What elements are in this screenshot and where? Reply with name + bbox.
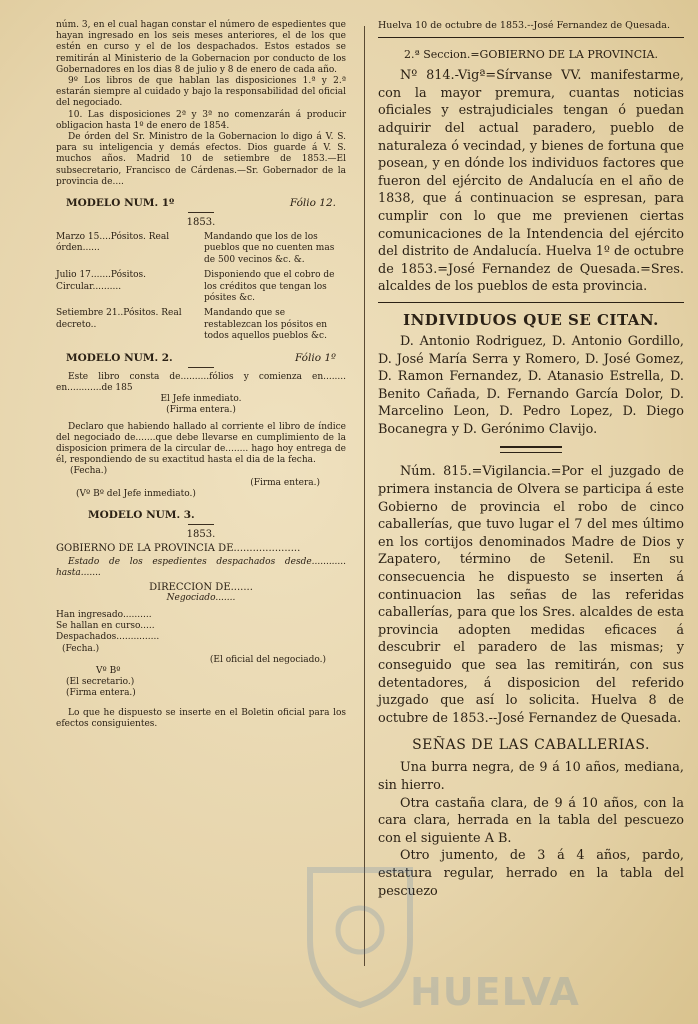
senas-item: Una burra negra, de 9 á 10 años, mediana, sin hierro. bbox=[378, 760, 684, 793]
senas-list bbox=[378, 759, 684, 900]
modelo2-declaro: Declaro que habiendo hallado al corriente el libro de índice del negociado de.......que debe llevarse en cumplimiento de la disposicion primera de la circular de........ hago hoy entrega de él, respondiendo de su exactitud hasta el dia de la fecha. bbox=[56, 421, 346, 466]
divider bbox=[378, 302, 684, 303]
modelo3-oficial: (El oficial del negociado.) bbox=[209, 654, 326, 665]
divider bbox=[188, 367, 214, 368]
intro-paragraph: 9º Los libros de que hablan las disposiciones 1.ª y 2.ª estarán siempre al cuidado y bajo la responsabilidad del oficial del negociado. bbox=[56, 76, 346, 109]
modelo3-secretario: (El secretario.) bbox=[66, 677, 135, 688]
modelo2-title: MODELO NUM. 2. bbox=[66, 351, 173, 364]
modelo1-year: 1853. bbox=[186, 217, 216, 229]
intro-paragraph: núm. 3, en el cual hagan constar el número de espedientes que hayan ingresado en los seis meses anteriores, el de los que estén en curso y el de los despachados. Estos estados se remitirán al Ministerio de la Gobernacion por conducto de los Gobernadores en los dias 8 de julio y 8 de enero de cada año. bbox=[56, 20, 346, 75]
modelo2-firma2: (Firma entera.) bbox=[250, 477, 320, 488]
watermark-text: HUELVA bbox=[410, 970, 580, 1014]
modelo3-line: Han ingresado.......... bbox=[56, 609, 152, 620]
individuos-text: D. Antonio Rodriguez, D. Antonio Gordillo, D. José María Serra y Romero, D. José Gomez, D. Ramon Fernandez, D. Atanasio Estrella, D. Benito Cañada, D. Fernando García Dolor, D. Marcelino Leon, D. Pedro Lopez, D. Diego Bocanegra y D. Gerónimo Clavijo. bbox=[378, 333, 684, 437]
divider bbox=[500, 446, 562, 453]
modelo3-line: Se hallan en curso..... bbox=[56, 621, 155, 632]
intro-paragraph: De órden del Sr. Ministro de la Gobernacion lo digo á V. S. para su inteligencia y demás efectos. Dios guarde á V. S. muchos años. Madrid 10 de setiembre de 1853.—El subsecretario, Francisco de Cárdenas.—Sr. Gobernador de la provincia de.... bbox=[56, 132, 346, 187]
modelo2-line: Este libro consta de..........fólios y comienza en........ en............de 185 bbox=[56, 371, 346, 393]
modelo2-jefe: El Jefe inmediato. bbox=[160, 394, 242, 405]
divider bbox=[188, 212, 214, 213]
modelo2-fecha: (Fecha.) bbox=[70, 466, 108, 477]
individuos-heading: INDIVIDUOS QUE SE CITAN. bbox=[403, 310, 659, 329]
senas-heading: SEÑAS DE LAS CABALLERIAS. bbox=[412, 737, 650, 754]
divider bbox=[378, 37, 684, 38]
senas-item: Otra castaña clara, de 9 á 10 años, con la cara clara, herrada en la tabla del pescuezo con el siguiente A B. bbox=[378, 795, 684, 846]
modelo3-gobierno: GOBIERNO DE LA PROVINCIA DE..................... bbox=[56, 542, 301, 554]
left-column bbox=[56, 20, 346, 730]
entry-right: Disponiendo que el cobro de los créditos que tengan los pósites &c. bbox=[204, 270, 335, 304]
notice-814 bbox=[378, 67, 684, 296]
intro-text bbox=[56, 20, 346, 188]
modelo1-header bbox=[66, 197, 336, 209]
modelo3-line: Despachados............... bbox=[56, 632, 160, 643]
modelo2-body bbox=[56, 372, 346, 500]
modelo1-folio: Fólio 12. bbox=[289, 197, 336, 210]
notice-814-text: Nº 814.-Vigª=Sírvanse VV. manifestarme, con la mayor premura, cuantas noticias oficiales y estrajudiciales tengan ó puedan adquirir del actual paradero, pueblo de naturaleza ó vecindad, y bienes de fortuna que posean, y en dónde los individuos factores que fueron del ejército de Andalucía en el año de 1838, que á continuacion se espresan, para cumplir con lo que me previenen ciertas comunicaciones de la Intendencia del ejército del distrito de Andalucía. Huelva 1º de octubre de 1853.=José Fernandez de Quesada.=Sres. alcaldes de los pueblos de esta provincia. bbox=[378, 68, 684, 295]
section-heading: 2.ª Seccion.=GOBIERNO DE LA PROVINCIA. bbox=[404, 48, 658, 62]
senas-item: Otro jumento, de 3 á 4 años, pardo, estatura regular, herrado en la tabla del pescuezo bbox=[378, 848, 684, 899]
closing-text: Lo que he dispuesto se inserte en el Boletin oficial para los efectos consiguientes. bbox=[56, 707, 346, 729]
modelo2-header bbox=[66, 352, 336, 364]
modelo3-header bbox=[66, 509, 336, 521]
modelo2-vb: (Vº Bº del Jefe inmediato.) bbox=[76, 488, 196, 499]
intro-paragraph: 10. Las disposiciones 2ª y 3ª no comenzarán á producir obligacion hasta 1º de enero de 1854. bbox=[56, 109, 346, 131]
modelo1-entry bbox=[56, 308, 346, 342]
modelo3-firma: (Firma entera.) bbox=[66, 688, 136, 699]
modelo3-body bbox=[56, 543, 346, 730]
entry-left: Marzo 15....Pósitos. Real órden...... bbox=[56, 232, 170, 254]
modelo1-entry bbox=[56, 232, 346, 266]
entry-left: Setiembre 21..Pósitos. Real decreto.. bbox=[56, 308, 182, 330]
individuos-list bbox=[378, 333, 684, 439]
modelo3-estado: Estado de los espedientes despachados desde............ hasta....... bbox=[56, 557, 346, 579]
entry-right: Mandando que se restablezcan los pósitos en todos aquellos pueblos &c. bbox=[204, 308, 328, 342]
modelo1-entry bbox=[56, 270, 346, 304]
modelo1-title: MODELO NUM. 1º bbox=[66, 197, 175, 210]
modelo3-vb: Vº Bº bbox=[96, 665, 121, 676]
modelo3-negociado: Negociado....... bbox=[166, 592, 236, 603]
divider bbox=[188, 524, 214, 525]
right-top: Huelva 10 de octubre de 1853.--José Fernandez de Quesada. bbox=[378, 20, 670, 31]
column-divider bbox=[364, 26, 365, 966]
modelo3-direccion: DIRECCION DE....... bbox=[149, 581, 253, 593]
notice-815-text: Núm. 815.=Vigilancia.=Por el juzgado de primera instancia de Olvera se participa á este Gobierno de provincia el robo de cinco caballerías, que tuvo lugar el 7 del mes último en los cortijos denominados Madre de Dios y Zapatero, término de Setenil. En su consecuencia he dispuesto se inserten á continuacion las señas de las referidas caballerías, para que los Sres. alcaldes de esta provincia adopten medidas eficaces á descubrir el paradero de las mismas; y conseguido que sea las remitirán, con sus detentadores, á disposicion del referido juzgado que así lo solicita. Huelva 8 de octubre de 1853.--José Fernandez de Quesada. bbox=[378, 464, 684, 726]
modelo3-fecha: (Fecha.) bbox=[62, 643, 100, 654]
modelo3-title: MODELO NUM. 3. bbox=[88, 508, 195, 521]
notice-815 bbox=[378, 463, 684, 727]
modelo3-year: 1853. bbox=[186, 528, 216, 540]
modelo2-folio: Fólio 1º bbox=[294, 351, 336, 364]
entry-right: Mandando que los de los pueblos que no cuenten mas de 500 vecinos &c. &. bbox=[204, 232, 335, 265]
entry-left: Julio 17.......Pósitos. Circular.......... bbox=[56, 270, 147, 292]
right-column bbox=[378, 20, 684, 900]
modelo2-firma: (Firma entera.) bbox=[166, 405, 236, 416]
